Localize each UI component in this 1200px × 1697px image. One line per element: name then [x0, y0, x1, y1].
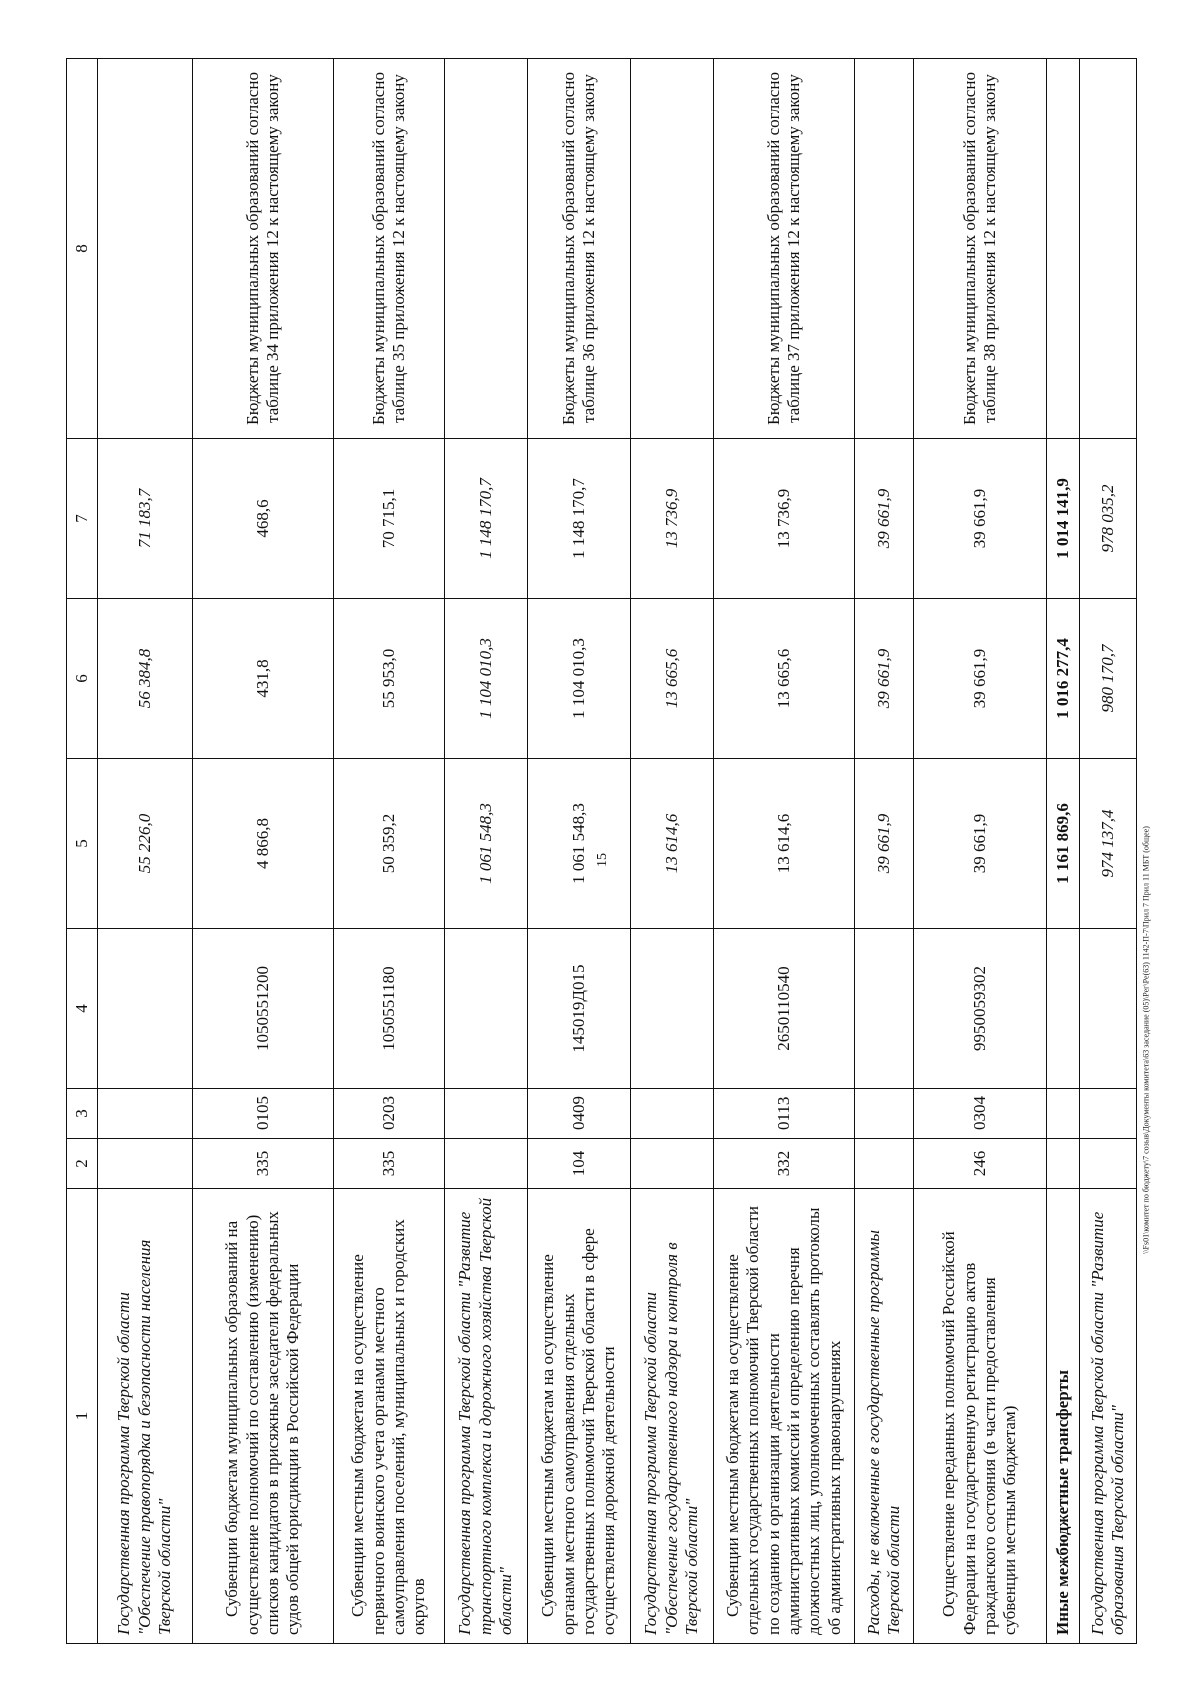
table-row: [193, 59, 334, 1644]
row-name: Расходы, не включенные в государственные программы Тверской области: [855, 1189, 914, 1644]
row-code-2: [1080, 1139, 1137, 1189]
row-code-3: [855, 1089, 914, 1139]
table-row-program: [855, 59, 914, 1644]
row-name: Субвенции местным бюджетам на осуществление отдельных государственных полномочий Тверской области по созданию и организации деятельности административных комиссий и определению перечня должностных лиц, уполномоченных составлять протоколы об административных правонарушениях: [714, 1189, 855, 1644]
row-value-7: 70 715,1: [334, 439, 445, 599]
row-recipient: [855, 59, 914, 439]
table-row: [714, 59, 855, 1644]
row-code-4: [445, 929, 528, 1089]
row-value-7: 1 014 141,9: [1047, 439, 1080, 599]
row-value-6: 1 016 277,4: [1047, 599, 1080, 759]
footer-file-path: \\Fs01\комитет по бюджету\7 созыв\Документы комитета\63 заседание (05)\Рег\Ре(63) 1142-П-7\Прил 7 Прил 11 МБТ (общее): [1141, 826, 1151, 1254]
rotated-table-container: [66, 59, 1127, 1644]
row-recipient: [1080, 59, 1137, 439]
row-recipient: [631, 59, 714, 439]
row-value-7: 1 148 170,7: [528, 439, 631, 599]
row-code-4: 1050551200: [193, 929, 334, 1089]
row-value-7: 978 035,2: [1080, 439, 1137, 599]
col-header-6: 6: [67, 599, 98, 759]
row-value-7: 1 148 170,7: [445, 439, 528, 599]
row-code-2: 246: [914, 1139, 1047, 1189]
row-name: Субвенции местным бюджетам на осуществление первичного воинского учета органами местного самоуправления поселений, муниципальных и городских округов: [334, 1189, 445, 1644]
table-row-program: [445, 59, 528, 1644]
table-row: [914, 59, 1047, 1644]
row-value-6: 980 170,7: [1080, 599, 1137, 759]
row-value-7: 39 661,9: [855, 439, 914, 599]
row-value-5: 13 614,6: [714, 759, 855, 929]
row-recipient: Бюджеты муниципальных образований согласно таблице 36 приложения 12 к настоящему закону: [528, 59, 631, 439]
row-code-2: [445, 1139, 528, 1189]
row-recipient: Бюджеты муниципальных образований согласно таблице 38 приложения 12 к настоящему закону: [914, 59, 1047, 439]
row-value-5: 1 061 548,3: [528, 759, 631, 929]
page-number: 15: [595, 853, 610, 867]
table-row-program: [1080, 59, 1137, 1644]
row-value-6: 39 661,9: [855, 599, 914, 759]
row-code-3: [631, 1089, 714, 1139]
row-name: Государственная программа Тверской области "Развитие образования Тверской области": [1080, 1189, 1137, 1644]
table-row-program: [98, 59, 193, 1644]
row-value-6: 431,8: [193, 599, 334, 759]
row-code-4: 2650110540: [714, 929, 855, 1089]
row-code-2: 104: [528, 1139, 631, 1189]
row-name: Субвенции бюджетам муниципальных образований на осуществление полномочий по составлению (изменению) списков кандидатов в присяжные заседатели федеральных судов общей юрисдикции в Российской Федерации: [193, 1189, 334, 1644]
table-row-program: [631, 59, 714, 1644]
row-code-3: 0203: [334, 1089, 445, 1139]
col-header-3: 3: [67, 1089, 98, 1139]
row-value-7: 71 183,7: [98, 439, 193, 599]
row-code-3: [98, 1089, 193, 1139]
row-recipient: [1047, 59, 1080, 439]
row-code-4: [1047, 929, 1080, 1089]
row-value-7: 13 736,9: [714, 439, 855, 599]
col-header-5: 5: [67, 759, 98, 929]
table-row: [334, 59, 445, 1644]
row-code-2: 335: [193, 1139, 334, 1189]
row-recipient: Бюджеты муниципальных образований согласно таблице 37 приложения 12 к настоящему закону: [714, 59, 855, 439]
row-code-4: 145019Д015: [528, 929, 631, 1089]
row-value-6: 55 953,0: [334, 599, 445, 759]
row-code-4: [631, 929, 714, 1089]
row-recipient: Бюджеты муниципальных образований согласно таблице 35 приложения 12 к настоящему закону: [334, 59, 445, 439]
row-name: Государственная программа Тверской области "Обеспечение государственного надзора и контроля в Тверской области": [631, 1189, 714, 1644]
row-value-5: 50 359,2: [334, 759, 445, 929]
row-value-5: 1 061 548,3: [445, 759, 528, 929]
row-code-2: [1047, 1139, 1080, 1189]
row-value-6: 1 104 010,3: [445, 599, 528, 759]
row-recipient: Бюджеты муниципальных образований согласно таблице 34 приложения 12 к настоящему закону: [193, 59, 334, 439]
row-value-5: 1 161 869,6: [1047, 759, 1080, 929]
row-value-5: 39 661,9: [855, 759, 914, 929]
row-value-6: 13 665,6: [714, 599, 855, 759]
col-header-8: 8: [67, 59, 98, 439]
row-value-6: 1 104 010,3: [528, 599, 631, 759]
row-code-4: 1050551180: [334, 929, 445, 1089]
row-code-2: 335: [334, 1139, 445, 1189]
row-name: Государственная программа Тверской области "Развитие транспортного комплекса и дорожного хозяйства Тверской области": [445, 1189, 528, 1644]
row-value-5: 39 661,9: [914, 759, 1047, 929]
row-value-7: 39 661,9: [914, 439, 1047, 599]
header-row: [67, 59, 98, 1644]
row-code-2: [855, 1139, 914, 1189]
table-row: [528, 59, 631, 1644]
row-code-3: 0409: [528, 1089, 631, 1139]
transfers-table: [66, 58, 1137, 1644]
row-value-5: 13 614,6: [631, 759, 714, 929]
row-code-4: 9950059302: [914, 929, 1047, 1089]
row-code-2: [631, 1139, 714, 1189]
row-value-5: 974 137,4: [1080, 759, 1137, 929]
row-recipient: [445, 59, 528, 439]
row-code-3: 0113: [714, 1089, 855, 1139]
row-recipient: [98, 59, 193, 439]
row-code-2: [98, 1139, 193, 1189]
row-code-3: [1080, 1089, 1137, 1139]
row-name: Иные межбюджетные трансферты: [1047, 1189, 1080, 1644]
row-code-3: 0105: [193, 1089, 334, 1139]
row-value-6: 13 665,6: [631, 599, 714, 759]
row-value-5: 55 226,0: [98, 759, 193, 929]
col-header-7: 7: [67, 439, 98, 599]
row-code-4: [98, 929, 193, 1089]
col-header-4: 4: [67, 929, 98, 1089]
row-code-4: [1080, 929, 1137, 1089]
row-code-3: [445, 1089, 528, 1139]
row-value-6: 56 384,8: [98, 599, 193, 759]
row-value-5: 4 866,8: [193, 759, 334, 929]
row-value-7: 13 736,9: [631, 439, 714, 599]
row-name: Государственная программа Тверской области "Обеспечение правопорядка и безопасности населения Тверской области": [98, 1189, 193, 1644]
row-code-3: 0304: [914, 1089, 1047, 1139]
table-row-section: [1047, 59, 1080, 1644]
col-header-2: 2: [67, 1139, 98, 1189]
row-code-4: [855, 929, 914, 1089]
row-value-7: 468,6: [193, 439, 334, 599]
row-value-6: 39 661,9: [914, 599, 1047, 759]
row-name: Субвенции местным бюджетам на осуществление органами местного самоуправления отдельных государственных полномочий Тверской области в сфере осуществления дорожной деятельности: [528, 1189, 631, 1644]
row-name: Осуществление переданных полномочий Российской Федерации на государственную регистрацию актов гражданского состояния (в части предоставления субвенции местным бюджетам): [914, 1189, 1047, 1644]
row-code-3: [1047, 1089, 1080, 1139]
col-header-1: 1: [67, 1189, 98, 1644]
row-code-2: 332: [714, 1139, 855, 1189]
